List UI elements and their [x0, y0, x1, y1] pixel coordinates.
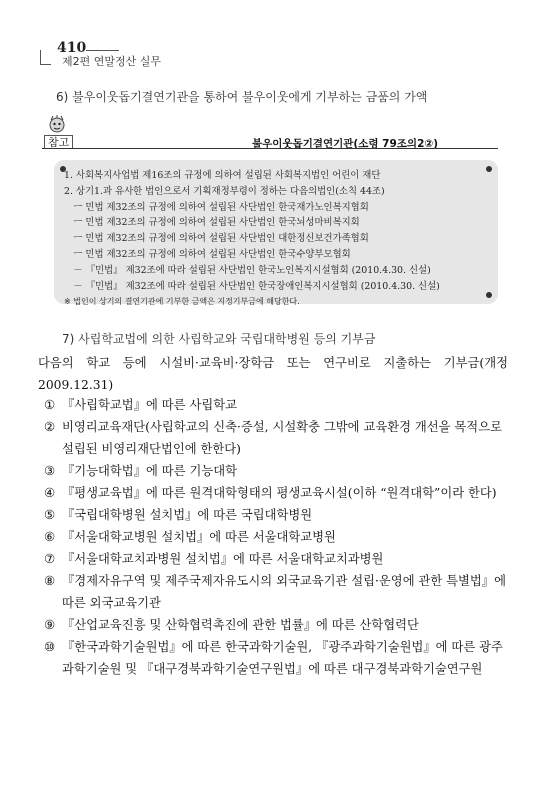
- reference-note: ※ 법인이 상기의 결연기관에 기부한 금액은 지정기부금에 해당한다.: [64, 297, 300, 307]
- item-text: 『사립학교법』에 따른 사립학교: [62, 398, 237, 412]
- list-item: [44, 614, 508, 636]
- reference-line: 1. 사회복지사업법 제16조의 규정에 의하여 설립된 사회복지법인 어린이 재단: [64, 170, 381, 181]
- reference-line: ㅡ 민법 제32조의 규정에 의하여 설립된 사단법인 한국뇌성마비복지회: [64, 217, 360, 229]
- item-number: ⑨: [44, 618, 56, 632]
- item-text: 비영리교육재단(사립학교의 신축·증설, 시설확충 그밖에 교육환경 개선을 목적으로 설립된 비영리재단법인에 한한다): [62, 420, 502, 456]
- list-item: [44, 548, 508, 570]
- header-rule: [86, 50, 119, 51]
- item-number: ⑥: [44, 530, 56, 544]
- chapter-title: 제2편 연말정산 실무: [62, 55, 161, 68]
- reference-line: ㅡ 민법 제32조의 규정에 의하여 설립된 사단법인 한국수양부모협회: [64, 248, 351, 260]
- list-item: [44, 504, 508, 526]
- corner-dot: [486, 292, 492, 298]
- page-number: 410: [57, 40, 87, 56]
- header-bracket: [40, 50, 51, 65]
- reference-line: ㅡ 민법 제32조의 규정에 의하여 설립된 사단법인 한국재가노인복지협회: [64, 201, 369, 213]
- list-item: [44, 636, 508, 680]
- item-text: 『경제자유구역 및 제주국제자유도시의 외국교육기관 설립·운영에 관한 특별법』에 따른 외국교육기관: [62, 574, 506, 610]
- section-6-title: 6) 불우이웃돕기결연기관을 통하여 불우이웃에게 기부하는 금품의 가액: [56, 90, 428, 104]
- reference-box: [54, 160, 498, 307]
- reference-list: [64, 168, 440, 310]
- list-item: [44, 570, 508, 614]
- item-number: ①: [44, 398, 56, 412]
- list-item: [44, 526, 508, 548]
- item-text: 『국립대학병원 설치법』에 따른 국립대학병원: [62, 508, 313, 522]
- item-number: ⑩: [44, 640, 56, 654]
- item-text: 『평생교육법』에 따른 원격대학형태의 평생교육시설(이하 “원격대학”이라 한다): [62, 486, 497, 500]
- item-number: ⑤: [44, 508, 56, 522]
- reference-tab: 참고: [44, 135, 73, 149]
- item-number: ③: [44, 464, 56, 478]
- reference-line: 2. 상기1.과 유사한 법인으로서 기획재정부령이 정하는 다음의법인(소칙 44조): [64, 185, 385, 197]
- section-7-intro: 다음의 학교 등에 시설비·교육비·장학금 또는 연구비로 지출하는 기부금(개정 2009.12.31): [38, 356, 508, 392]
- reference-line: － 『민법』 제32조에 따라 설립된 사단법인 한국노인복지시설협회 (2010.4.30. 신설): [64, 264, 431, 276]
- item-text: 『산업교육진흥 및 산학협력촉진에 관한 법률』에 따른 산학협력단: [62, 618, 419, 632]
- reference-line: ㅡ 민법 제32조의 규정에 의하여 설립된 사단법인 대한정신보건가족협회: [64, 233, 369, 245]
- item-text: 『서울대학교병원 설치법』에 따른 서울대학교병원: [62, 530, 336, 544]
- item-text: 『한국과학기술원법』에 따른 한국과학기술원, 『광주과학기술원법』에 따른 광주과학기술원 및 『대구경북과학기술연구원법』에 따른 대구경북과학기술연구원: [62, 640, 503, 676]
- item-text: 『서울대학교치과병원 설치법』에 따른 서울대학교치과병원: [62, 552, 384, 566]
- school-list: [44, 394, 508, 680]
- reference-rule: [42, 148, 498, 149]
- item-number: ④: [44, 486, 56, 500]
- reference-title: 불우이웃돕기결연기관(소령 79조의2②): [252, 138, 439, 150]
- item-number: ⑧: [44, 574, 56, 588]
- list-item: [44, 482, 508, 504]
- section-7-title: 7) 사립학교법에 의한 사립학교와 국립대학병원 등의 기부금: [62, 332, 376, 346]
- item-text: 『기능대학법』에 따른 기능대학: [62, 464, 237, 478]
- reference-line: － 『민법』 제32조에 따라 설립된 사단법인 한국장애인복지시설협회 (2010.4.30. 신설): [64, 280, 440, 292]
- page-header: [0, 0, 550, 70]
- list-item: [44, 416, 508, 460]
- list-item: [44, 460, 508, 482]
- item-number: ②: [44, 420, 56, 434]
- corner-dot: [486, 166, 492, 172]
- list-item: [44, 394, 508, 416]
- item-number: ⑦: [44, 552, 56, 566]
- reference-header: [42, 114, 498, 150]
